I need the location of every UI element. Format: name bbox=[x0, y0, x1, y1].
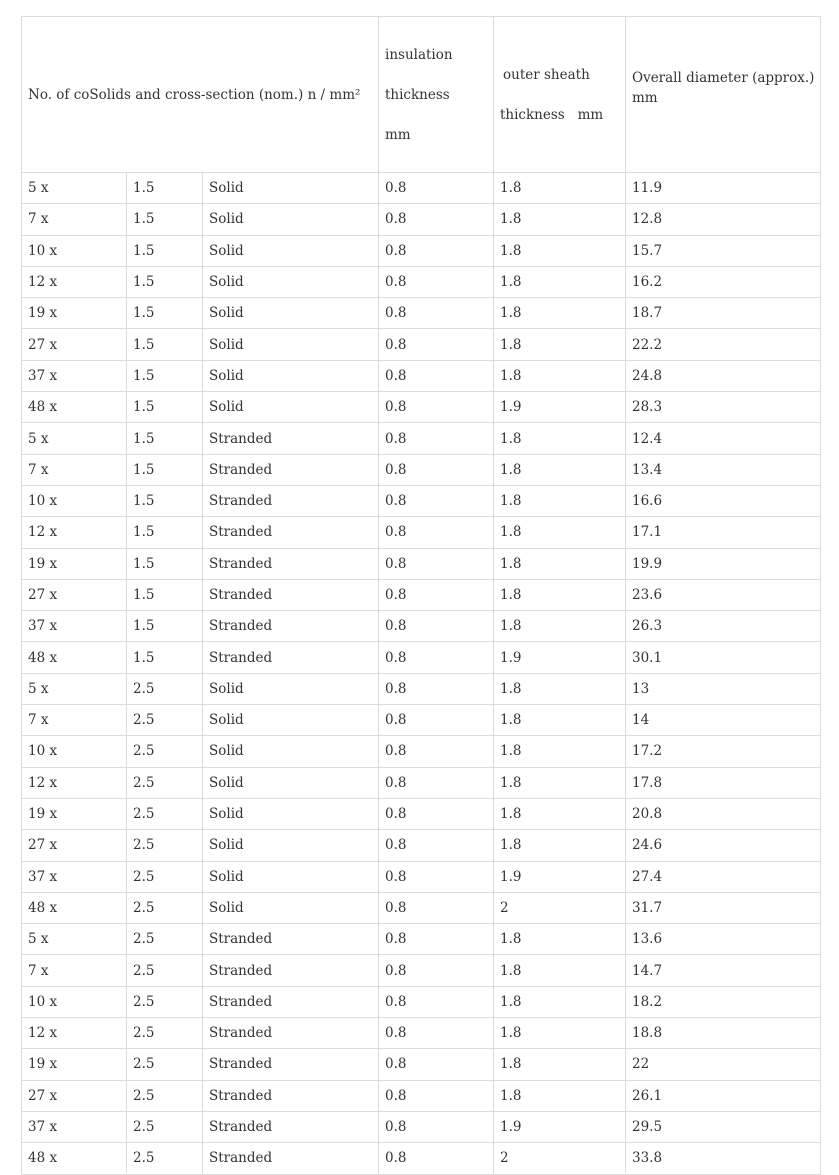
cell-sheath: 1.8 bbox=[494, 204, 626, 235]
cell-conductor-type: Stranded bbox=[203, 485, 379, 516]
cell-conductor-type: Stranded bbox=[203, 1080, 379, 1111]
cell-conductor-type: Solid bbox=[203, 392, 379, 423]
cell-diameter: 13 bbox=[626, 673, 821, 704]
cell-sheath: 1.8 bbox=[494, 173, 626, 204]
cell-cross-section: 2.5 bbox=[127, 736, 203, 767]
cell-sheath: 1.8 bbox=[494, 548, 626, 579]
cell-cores: 48 x bbox=[22, 392, 127, 423]
cell-sheath: 1.8 bbox=[494, 705, 626, 736]
cell-diameter: 24.6 bbox=[626, 830, 821, 861]
cell-cores: 48 x bbox=[22, 892, 127, 923]
cell-sheath: 1.8 bbox=[494, 798, 626, 829]
cell-cross-section: 1.5 bbox=[127, 235, 203, 266]
table-row bbox=[22, 830, 821, 861]
cell-cores: 37 x bbox=[22, 360, 127, 391]
cell-insulation: 0.8 bbox=[379, 736, 494, 767]
cell-cross-section: 2.5 bbox=[127, 798, 203, 829]
table-row bbox=[22, 736, 821, 767]
cell-cores: 7 x bbox=[22, 955, 127, 986]
cell-insulation: 0.8 bbox=[379, 548, 494, 579]
cell-insulation: 0.8 bbox=[379, 1111, 494, 1142]
cell-diameter: 23.6 bbox=[626, 579, 821, 610]
cell-diameter: 22.2 bbox=[626, 329, 821, 360]
table-row bbox=[22, 579, 821, 610]
cell-conductor-type: Solid bbox=[203, 705, 379, 736]
table-row bbox=[22, 517, 821, 548]
cell-cores: 27 x bbox=[22, 1080, 127, 1111]
cell-insulation: 0.8 bbox=[379, 298, 494, 329]
cell-cores: 10 x bbox=[22, 986, 127, 1017]
cell-conductor-type: Stranded bbox=[203, 642, 379, 673]
cell-conductor-type: Stranded bbox=[203, 423, 379, 454]
header-insulation-line2: thickness bbox=[385, 86, 450, 103]
table-row bbox=[22, 955, 821, 986]
cell-cores: 48 x bbox=[22, 1143, 127, 1174]
cell-insulation: 0.8 bbox=[379, 454, 494, 485]
table-row bbox=[22, 235, 821, 266]
cable-spec-table bbox=[21, 16, 821, 1175]
cell-diameter: 30.1 bbox=[626, 642, 821, 673]
cell-diameter: 18.2 bbox=[626, 986, 821, 1017]
cell-cross-section: 2.5 bbox=[127, 1080, 203, 1111]
table-row bbox=[22, 392, 821, 423]
cell-conductor-type: Solid bbox=[203, 298, 379, 329]
header-sheath-line2: thickness mm bbox=[500, 106, 604, 123]
header-insulation-line3: mm bbox=[385, 126, 411, 143]
cell-diameter: 11.9 bbox=[626, 173, 821, 204]
cell-insulation: 0.8 bbox=[379, 1143, 494, 1174]
cell-cores: 5 x bbox=[22, 173, 127, 204]
cell-diameter: 17.2 bbox=[626, 736, 821, 767]
cell-cross-section: 1.5 bbox=[127, 173, 203, 204]
table-row bbox=[22, 1049, 821, 1080]
cell-cores: 27 x bbox=[22, 830, 127, 861]
cell-cores: 48 x bbox=[22, 642, 127, 673]
table-row bbox=[22, 454, 821, 485]
header-insulation-thickness bbox=[379, 17, 494, 173]
cell-cross-section: 2.5 bbox=[127, 955, 203, 986]
table-header-row bbox=[22, 17, 821, 173]
cell-diameter: 13.6 bbox=[626, 924, 821, 955]
cell-conductor-type: Stranded bbox=[203, 579, 379, 610]
cell-insulation: 0.8 bbox=[379, 673, 494, 704]
table-row bbox=[22, 360, 821, 391]
cell-conductor-type: Solid bbox=[203, 235, 379, 266]
cell-conductor-type: Stranded bbox=[203, 517, 379, 548]
table-row bbox=[22, 798, 821, 829]
cell-cores: 37 x bbox=[22, 861, 127, 892]
cell-insulation: 0.8 bbox=[379, 204, 494, 235]
cell-conductor-type: Stranded bbox=[203, 924, 379, 955]
cell-cross-section: 1.5 bbox=[127, 360, 203, 391]
table-row bbox=[22, 548, 821, 579]
cell-conductor-type: Solid bbox=[203, 861, 379, 892]
table-row bbox=[22, 611, 821, 642]
cell-sheath: 1.8 bbox=[494, 235, 626, 266]
header-cores-cross-section: No. of coSolids and cross-section (nom.) n / mm² bbox=[22, 17, 379, 173]
cell-conductor-type: Solid bbox=[203, 798, 379, 829]
table-row bbox=[22, 673, 821, 704]
cell-cores: 37 x bbox=[22, 1111, 127, 1142]
cell-cores: 10 x bbox=[22, 736, 127, 767]
cell-cross-section: 2.5 bbox=[127, 705, 203, 736]
cell-insulation: 0.8 bbox=[379, 986, 494, 1017]
cell-diameter: 18.8 bbox=[626, 1018, 821, 1049]
cell-insulation: 0.8 bbox=[379, 173, 494, 204]
cell-conductor-type: Stranded bbox=[203, 454, 379, 485]
cell-sheath: 1.9 bbox=[494, 642, 626, 673]
cell-cross-section: 1.5 bbox=[127, 517, 203, 548]
cell-insulation: 0.8 bbox=[379, 798, 494, 829]
table-body bbox=[22, 173, 821, 1175]
cell-insulation: 0.8 bbox=[379, 642, 494, 673]
cell-diameter: 33.8 bbox=[626, 1143, 821, 1174]
cell-cross-section: 2.5 bbox=[127, 924, 203, 955]
cell-insulation: 0.8 bbox=[379, 579, 494, 610]
cell-sheath: 1.8 bbox=[494, 1049, 626, 1080]
cell-conductor-type: Solid bbox=[203, 360, 379, 391]
cell-sheath: 1.8 bbox=[494, 955, 626, 986]
cell-insulation: 0.8 bbox=[379, 955, 494, 986]
cell-sheath: 1.8 bbox=[494, 423, 626, 454]
table-row bbox=[22, 892, 821, 923]
cell-cross-section: 1.5 bbox=[127, 204, 203, 235]
cell-diameter: 17.1 bbox=[626, 517, 821, 548]
header-sheath-line1: outer sheath bbox=[503, 66, 590, 83]
table-row bbox=[22, 1143, 821, 1174]
cell-conductor-type: Stranded bbox=[203, 955, 379, 986]
header-overall-diameter bbox=[626, 17, 821, 173]
table-row bbox=[22, 1080, 821, 1111]
cell-insulation: 0.8 bbox=[379, 1018, 494, 1049]
table-row bbox=[22, 924, 821, 955]
cell-insulation: 0.8 bbox=[379, 861, 494, 892]
cell-sheath: 1.8 bbox=[494, 1018, 626, 1049]
cell-cores: 7 x bbox=[22, 454, 127, 485]
cell-conductor-type: Stranded bbox=[203, 986, 379, 1017]
cell-diameter: 19.9 bbox=[626, 548, 821, 579]
cell-conductor-type: Stranded bbox=[203, 1049, 379, 1080]
cell-cross-section: 2.5 bbox=[127, 861, 203, 892]
cell-cores: 10 x bbox=[22, 485, 127, 516]
cell-conductor-type: Stranded bbox=[203, 548, 379, 579]
cell-sheath: 1.8 bbox=[494, 517, 626, 548]
table-row bbox=[22, 204, 821, 235]
cell-diameter: 15.7 bbox=[626, 235, 821, 266]
cell-insulation: 0.8 bbox=[379, 485, 494, 516]
cell-insulation: 0.8 bbox=[379, 360, 494, 391]
cell-diameter: 12.8 bbox=[626, 204, 821, 235]
cell-sheath: 1.8 bbox=[494, 673, 626, 704]
cell-diameter: 29.5 bbox=[626, 1111, 821, 1142]
header-diameter-line1: Overall diameter (approx.) bbox=[632, 69, 815, 86]
cell-sheath: 1.9 bbox=[494, 1111, 626, 1142]
cell-cross-section: 1.5 bbox=[127, 548, 203, 579]
cell-sheath: 1.8 bbox=[494, 924, 626, 955]
cell-cross-section: 1.5 bbox=[127, 579, 203, 610]
cell-sheath: 1.8 bbox=[494, 611, 626, 642]
cell-diameter: 17.8 bbox=[626, 767, 821, 798]
table-row bbox=[22, 298, 821, 329]
cell-insulation: 0.8 bbox=[379, 1080, 494, 1111]
cell-diameter: 26.1 bbox=[626, 1080, 821, 1111]
cell-insulation: 0.8 bbox=[379, 830, 494, 861]
cell-cross-section: 2.5 bbox=[127, 1018, 203, 1049]
cell-cross-section: 1.5 bbox=[127, 423, 203, 454]
cell-cores: 19 x bbox=[22, 798, 127, 829]
cell-diameter: 13.4 bbox=[626, 454, 821, 485]
cell-sheath: 1.8 bbox=[494, 767, 626, 798]
cell-diameter: 16.2 bbox=[626, 266, 821, 297]
cell-diameter: 12.4 bbox=[626, 423, 821, 454]
cell-cross-section: 1.5 bbox=[127, 642, 203, 673]
cell-cores: 12 x bbox=[22, 266, 127, 297]
table-row bbox=[22, 329, 821, 360]
cell-diameter: 16.6 bbox=[626, 485, 821, 516]
cell-conductor-type: Stranded bbox=[203, 1111, 379, 1142]
table-row bbox=[22, 861, 821, 892]
cell-cores: 19 x bbox=[22, 548, 127, 579]
cell-conductor-type: Stranded bbox=[203, 1018, 379, 1049]
cell-cores: 10 x bbox=[22, 235, 127, 266]
cell-insulation: 0.8 bbox=[379, 392, 494, 423]
cell-insulation: 0.8 bbox=[379, 705, 494, 736]
cell-sheath: 1.8 bbox=[494, 266, 626, 297]
cell-diameter: 24.8 bbox=[626, 360, 821, 391]
cell-diameter: 20.8 bbox=[626, 798, 821, 829]
table-row bbox=[22, 1018, 821, 1049]
cell-conductor-type: Solid bbox=[203, 673, 379, 704]
cell-insulation: 0.8 bbox=[379, 1049, 494, 1080]
cell-cores: 27 x bbox=[22, 329, 127, 360]
cell-cores: 19 x bbox=[22, 1049, 127, 1080]
cell-cross-section: 1.5 bbox=[127, 329, 203, 360]
cell-cores: 12 x bbox=[22, 1018, 127, 1049]
cell-conductor-type: Solid bbox=[203, 204, 379, 235]
cell-cores: 5 x bbox=[22, 423, 127, 454]
header-outer-sheath-thickness bbox=[494, 17, 626, 173]
cell-cores: 5 x bbox=[22, 673, 127, 704]
cell-insulation: 0.8 bbox=[379, 517, 494, 548]
table-row bbox=[22, 767, 821, 798]
cell-cores: 37 x bbox=[22, 611, 127, 642]
cell-cross-section: 2.5 bbox=[127, 1111, 203, 1142]
cell-cross-section: 1.5 bbox=[127, 485, 203, 516]
cell-diameter: 18.7 bbox=[626, 298, 821, 329]
cell-insulation: 0.8 bbox=[379, 924, 494, 955]
cell-insulation: 0.8 bbox=[379, 767, 494, 798]
cell-cross-section: 2.5 bbox=[127, 830, 203, 861]
cell-conductor-type: Solid bbox=[203, 736, 379, 767]
cell-sheath: 1.8 bbox=[494, 736, 626, 767]
cell-diameter: 14.7 bbox=[626, 955, 821, 986]
cell-cross-section: 2.5 bbox=[127, 1049, 203, 1080]
table-row bbox=[22, 705, 821, 736]
cell-sheath: 1.8 bbox=[494, 579, 626, 610]
cell-diameter: 14 bbox=[626, 705, 821, 736]
cell-cross-section: 2.5 bbox=[127, 673, 203, 704]
cell-sheath: 1.8 bbox=[494, 329, 626, 360]
cell-insulation: 0.8 bbox=[379, 423, 494, 454]
cell-diameter: 27.4 bbox=[626, 861, 821, 892]
cell-sheath: 1.9 bbox=[494, 392, 626, 423]
cell-cross-section: 2.5 bbox=[127, 986, 203, 1017]
table-row bbox=[22, 1111, 821, 1142]
cell-cores: 5 x bbox=[22, 924, 127, 955]
cell-conductor-type: Solid bbox=[203, 266, 379, 297]
cell-cores: 19 x bbox=[22, 298, 127, 329]
cell-sheath: 1.8 bbox=[494, 1080, 626, 1111]
cell-conductor-type: Stranded bbox=[203, 1143, 379, 1174]
cell-cross-section: 1.5 bbox=[127, 454, 203, 485]
cell-diameter: 31.7 bbox=[626, 892, 821, 923]
cell-cores: 27 x bbox=[22, 579, 127, 610]
cell-insulation: 0.8 bbox=[379, 892, 494, 923]
cell-diameter: 26.3 bbox=[626, 611, 821, 642]
cell-sheath: 1.8 bbox=[494, 454, 626, 485]
cell-cores: 12 x bbox=[22, 517, 127, 548]
cell-cross-section: 2.5 bbox=[127, 1143, 203, 1174]
cell-sheath: 1.8 bbox=[494, 360, 626, 391]
cell-conductor-type: Solid bbox=[203, 767, 379, 798]
cell-sheath: 1.9 bbox=[494, 861, 626, 892]
table-row bbox=[22, 423, 821, 454]
cell-sheath: 1.8 bbox=[494, 830, 626, 861]
cell-sheath: 1.8 bbox=[494, 298, 626, 329]
cell-diameter: 28.3 bbox=[626, 392, 821, 423]
cell-conductor-type: Solid bbox=[203, 329, 379, 360]
table-row bbox=[22, 642, 821, 673]
cell-conductor-type: Stranded bbox=[203, 611, 379, 642]
cell-insulation: 0.8 bbox=[379, 611, 494, 642]
cell-sheath: 1.8 bbox=[494, 986, 626, 1017]
cell-insulation: 0.8 bbox=[379, 235, 494, 266]
cell-cores: 12 x bbox=[22, 767, 127, 798]
header-diameter-line2: mm bbox=[632, 89, 658, 106]
cell-cross-section: 2.5 bbox=[127, 892, 203, 923]
table-row bbox=[22, 986, 821, 1017]
cell-cores: 7 x bbox=[22, 204, 127, 235]
cell-insulation: 0.8 bbox=[379, 266, 494, 297]
cell-cross-section: 1.5 bbox=[127, 266, 203, 297]
cell-sheath: 2 bbox=[494, 1143, 626, 1174]
cell-insulation: 0.8 bbox=[379, 329, 494, 360]
table-row bbox=[22, 266, 821, 297]
cell-conductor-type: Solid bbox=[203, 830, 379, 861]
cell-cross-section: 1.5 bbox=[127, 392, 203, 423]
cell-conductor-type: Solid bbox=[203, 892, 379, 923]
cell-sheath: 2 bbox=[494, 892, 626, 923]
table-row bbox=[22, 173, 821, 204]
header-insulation-line1: insulation bbox=[385, 46, 453, 63]
cell-cross-section: 1.5 bbox=[127, 298, 203, 329]
cell-sheath: 1.8 bbox=[494, 485, 626, 516]
cell-cross-section: 1.5 bbox=[127, 611, 203, 642]
cell-conductor-type: Solid bbox=[203, 173, 379, 204]
cell-cores: 7 x bbox=[22, 705, 127, 736]
cell-cross-section: 2.5 bbox=[127, 767, 203, 798]
table-row bbox=[22, 485, 821, 516]
cell-diameter: 22 bbox=[626, 1049, 821, 1080]
